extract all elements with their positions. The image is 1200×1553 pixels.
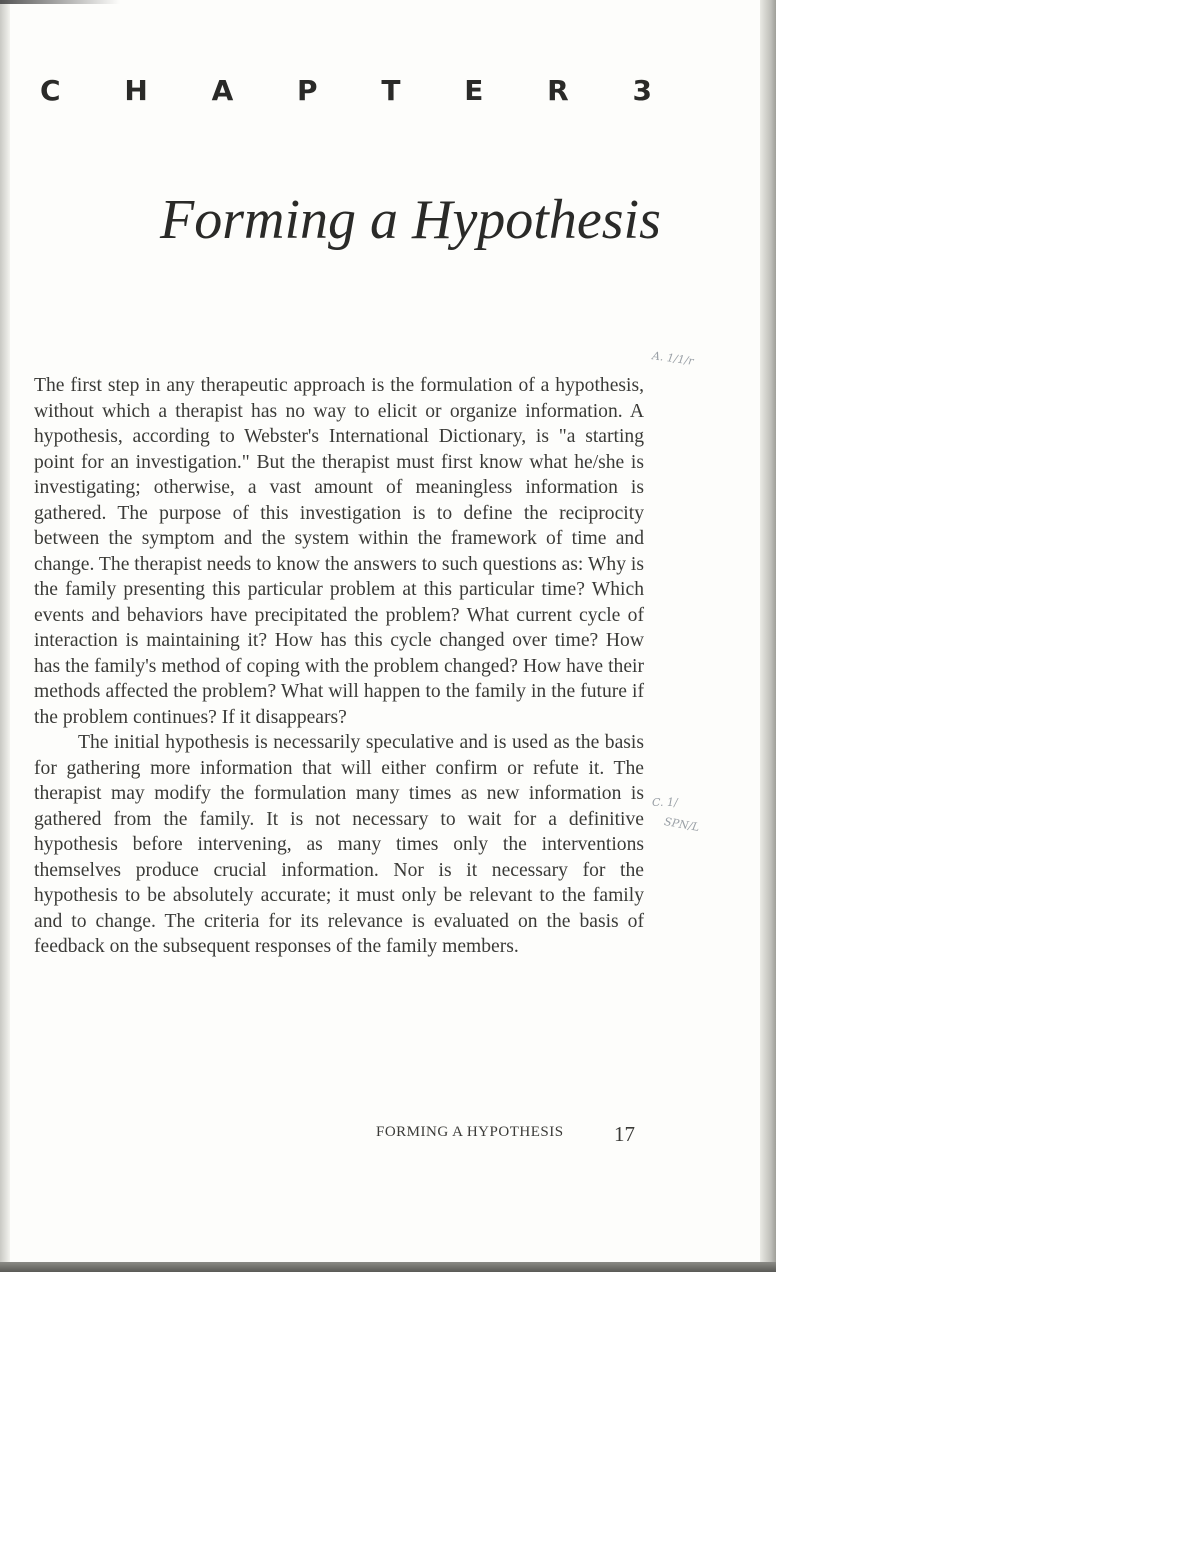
book-spine-edge (760, 0, 776, 1272)
chapter-title: Forming a Hypothesis (160, 189, 661, 251)
chapter-letter: T (381, 74, 401, 107)
chapter-number: 3 (632, 74, 652, 107)
chapter-letter: A (211, 74, 234, 107)
chapter-letter: E (464, 74, 484, 107)
margin-note: A. 1/1/r (651, 349, 695, 368)
page-shadow-left (0, 0, 10, 1272)
running-head: FORMING A HYPOTHESIS (376, 1124, 564, 1140)
page-number: 17 (614, 1122, 635, 1146)
chapter-label (40, 74, 652, 107)
body-text (34, 373, 644, 960)
paragraph: The initial hypothesis is necessarily speculative and is used as the basis for gathering more information that will either confirm or refute it. The therapist may modify the formulation many times as new information is gathered from the family. It is not necessary to wait for a definitive hypothesis before intervening, as many times only the interventions themselves produce crucial information. Nor is it necessary for the hypothesis to be absolutely accurate; it must only be relevant to the family and to change. The criteria for its relevance is evaluated on the basis of feedback on the subsequent responses of the family members. (34, 732, 644, 957)
page-shadow-bottom (0, 1262, 776, 1272)
chapter-letter: R (547, 74, 569, 107)
margin-note: SPN/L (663, 815, 701, 834)
page-shadow-top (0, 0, 120, 4)
chapter-letter: C (40, 74, 61, 107)
chapter-letter: P (297, 74, 318, 107)
chapter-letter: H (124, 74, 148, 107)
paragraph: The first step in any therapeutic approach is the formulation of a hypothesis, without which a therapist has no way to elicit or organize information. A hypothesis, according to Webster's International Dictionary, is "a starting point for an investigation." But the therapist must first know what he/she is investigating; otherwise, a vast amount of meaningless information is gathered. The purpose of this investigation is to define the reciprocity between the symptom and the system within the framework of time and change. The therapist needs to know the answers to such questions as: Why is the family presenting this particular problem at this particular time? Which events and behaviors have precipitated the problem? What current cycle of interaction is maintaining it? How has this cycle changed over time? How has the family's method of coping with the problem changed? How have their methods affected the problem? What will happen to the family in the future if the problem continues? If it disappears? (34, 375, 644, 728)
margin-note: C. 1/ (652, 796, 678, 809)
